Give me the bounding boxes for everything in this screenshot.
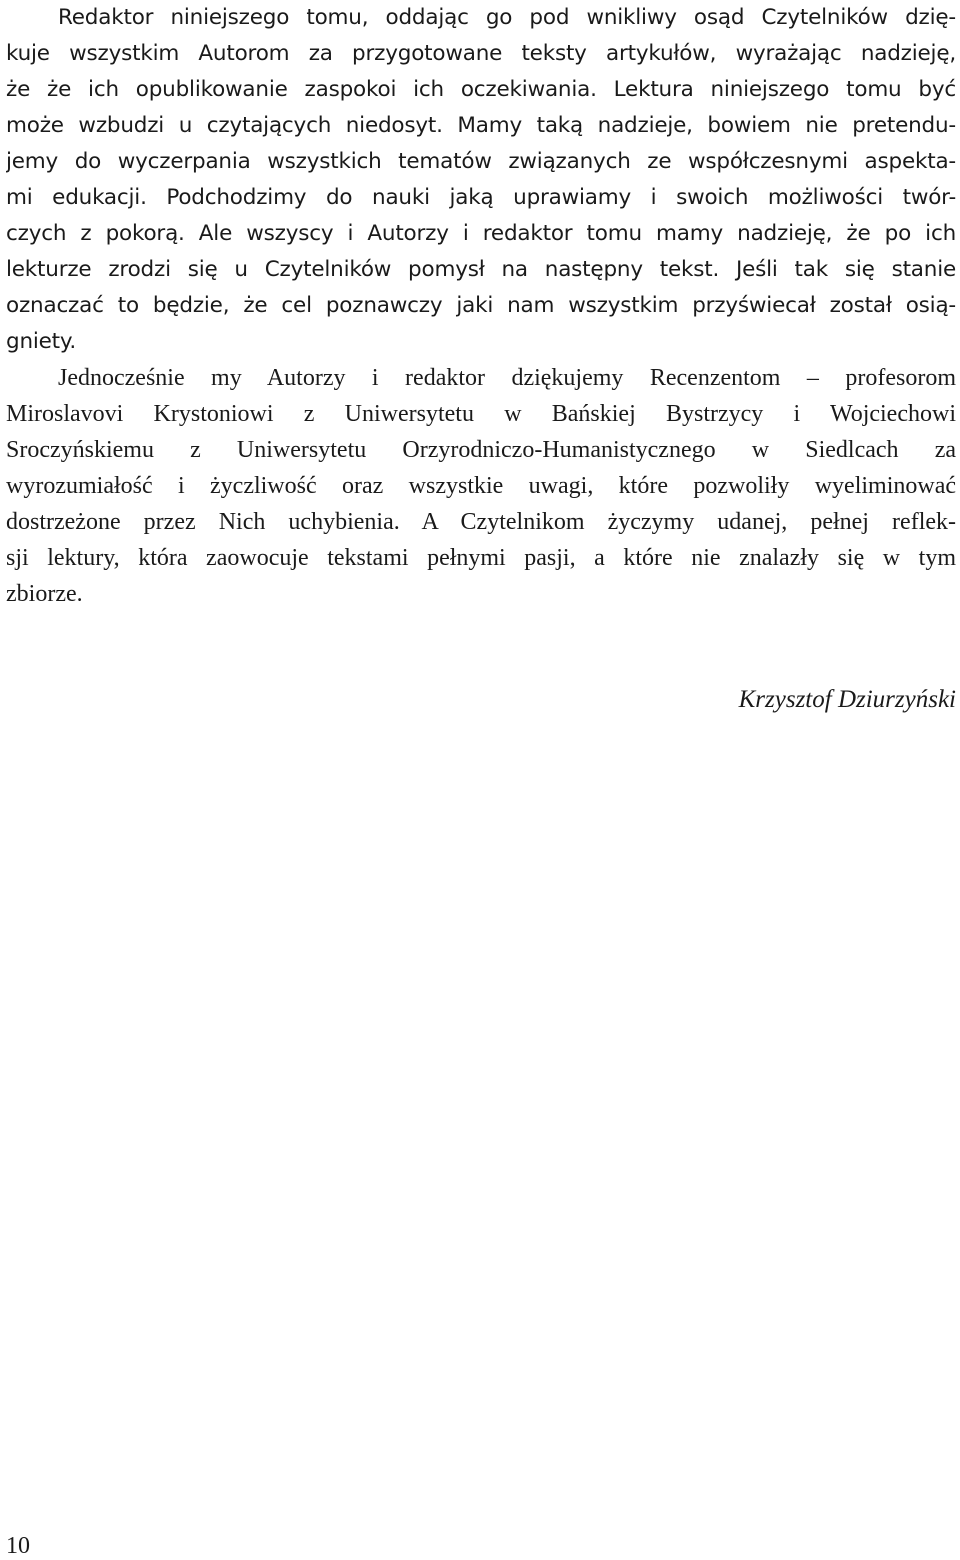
- text-line: zbiorze.: [6, 581, 83, 607]
- paragraph-2: [6, 360, 956, 612]
- text-line: czych z pokorą. Ale wszyscy i Autorzy i redaktor tomu mamy nadzieję, że po ich: [6, 221, 956, 246]
- text-line: sji lektury, która zaowocuje tekstami pełnymi pasji, a które nie znalazły się w tym: [6, 545, 956, 571]
- text-line: lekturze zrodzi się u Czytelników pomysł na następny tekst. Jeśli tak się stanie: [6, 257, 956, 282]
- author-signature: Krzysztof Dziurzyński: [738, 686, 956, 713]
- text-line: oznaczać to będzie, że cel poznawczy jaki nam wszystkim przyświecał został osią-: [6, 293, 956, 318]
- text-line: gniety.: [6, 329, 76, 354]
- text-line: Sroczyńskiemu z Uniwersytetu Orzyrodniczo-Humanistycznego w Siedlcach za: [6, 437, 956, 463]
- text-line: kuje wszystkim Autorom za przygotowane teksty artykułów, wyrażając nadzieję,: [6, 41, 956, 66]
- text-line: Redaktor niniejszego tomu, oddając go pod wnikliwy osąd Czytelników dzię-: [58, 5, 956, 30]
- text-line: Miroslavovi Krystoniowi z Uniwersytetu w Bańskiej Bystrzycy i Wojciechowi: [6, 401, 956, 427]
- text-line: może wzbudzi u czytających niedosyt. Mamy taką nadzieje, bowiem nie pretendu-: [6, 113, 956, 138]
- body-text: [6, 0, 956, 612]
- text-line: dostrzeżone przez Nich uchybienia. A Czytelnikom życzymy udanej, pełnej reflek-: [6, 509, 956, 535]
- text-line: wyrozumiałość i życzliwość oraz wszystkie uwagi, które pozwoliły wyeliminować: [6, 473, 956, 499]
- text-line: mi edukacji. Podchodzimy do nauki jaką uprawiamy i swoich możliwości twór-: [6, 185, 956, 210]
- paragraph-1: [6, 0, 956, 360]
- page-number: 10: [6, 1533, 30, 1559]
- text-line: jemy do wyczerpania wszystkich tematów związanych ze współczesnymi aspekta-: [6, 149, 956, 174]
- text-line: Jednocześnie my Autorzy i redaktor dziękujemy Recenzentom – profesorom: [58, 365, 956, 391]
- text-line: że że ich opublikowanie zaspokoi ich oczekiwania. Lektura niniejszego tomu być: [6, 77, 956, 102]
